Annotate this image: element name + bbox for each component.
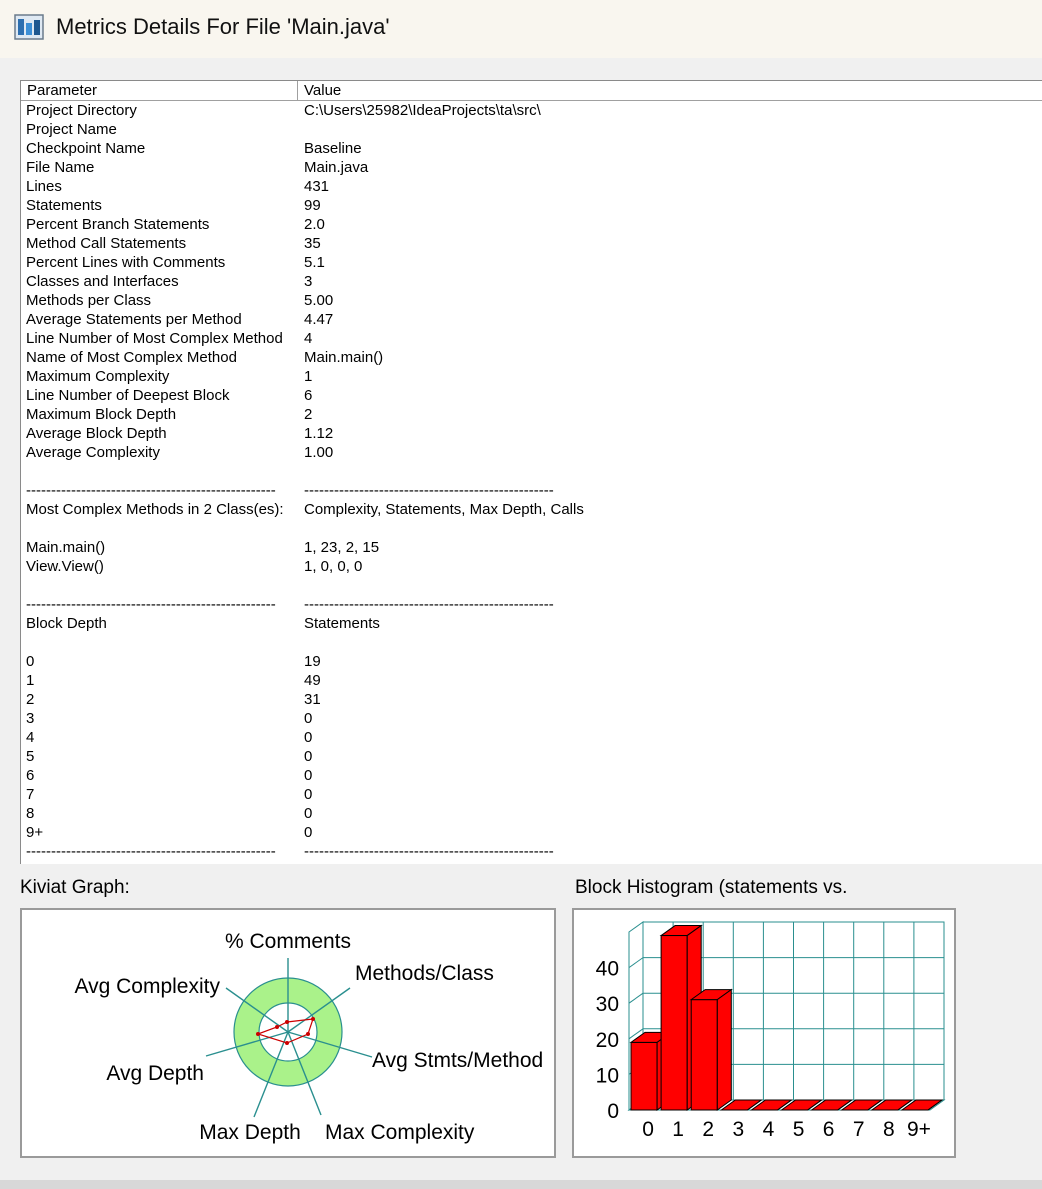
table-row[interactable] (21, 443, 1042, 462)
parameter-cell: Classes and Interfaces (26, 273, 179, 290)
parameter-cell: Project Name (26, 121, 117, 138)
parameter-cell: 0 (26, 653, 35, 670)
kiviat-label: Kiviat Graph: (20, 877, 130, 898)
value-cell: -------------------------------------------------- (304, 843, 554, 860)
parameter-cell: -------------------------------------------------- (26, 482, 276, 499)
histogram-x-tick-label: 4 (762, 1118, 775, 1141)
parameter-cell: 3 (26, 710, 35, 727)
parameter-cell: 9+ (26, 824, 44, 841)
table-row[interactable] (21, 386, 1042, 405)
table-row[interactable] (21, 139, 1042, 158)
value-cell: 49 (304, 672, 321, 689)
kiviat-graph (22, 910, 554, 1156)
table-row[interactable] (21, 595, 1042, 614)
kiviat-value-point (275, 1025, 279, 1029)
table-row[interactable] (21, 310, 1042, 329)
table-row[interactable] (21, 177, 1042, 196)
value-cell: 0 (304, 786, 313, 803)
title-bar (0, 0, 1042, 59)
value-cell: 35 (304, 235, 321, 252)
block-histogram-panel (572, 908, 956, 1158)
table-row[interactable] (21, 253, 1042, 272)
kiviat-value-point (285, 1020, 289, 1024)
metrics-table[interactable] (20, 80, 1042, 864)
table-row[interactable] (21, 215, 1042, 234)
histogram-x-tick-label: 3 (732, 1118, 745, 1141)
parameter-cell: Line Number of Most Complex Method (26, 330, 283, 347)
parameter-cell: Method Call Statements (26, 235, 187, 252)
parameter-cell: Maximum Complexity (26, 368, 170, 385)
histogram-y-tick-label: 10 (595, 1064, 619, 1088)
table-row[interactable] (21, 823, 1042, 842)
histogram-x-tick-label: 2 (702, 1118, 715, 1141)
parameter-cell: Percent Lines with Comments (26, 254, 226, 271)
parameter-cell: 6 (26, 767, 35, 784)
kiviat-axis-label: Avg Stmts/Method (372, 1049, 544, 1072)
kiviat-axis-label: Methods/Class (355, 962, 494, 985)
table-row[interactable] (21, 576, 1042, 595)
column-header-value[interactable]: Value (304, 82, 342, 99)
parameter-cell: Statements (26, 197, 102, 214)
value-cell: C:\Users\25982\IdeaProjects\ta\src\ (304, 102, 541, 119)
histogram-y-tick-label: 20 (595, 1028, 619, 1052)
table-row[interactable] (21, 842, 1042, 861)
parameter-cell: Average Statements per Method (26, 311, 242, 328)
value-cell: 2.0 (304, 216, 325, 233)
table-row[interactable] (21, 500, 1042, 519)
histogram-bar (691, 990, 731, 1110)
table-row[interactable] (21, 804, 1042, 823)
table-row[interactable] (21, 671, 1042, 690)
kiviat-value-point (306, 1032, 310, 1036)
table-row[interactable] (21, 614, 1042, 633)
table-row[interactable] (21, 652, 1042, 671)
value-cell: 3 (304, 273, 313, 290)
table-row[interactable] (21, 690, 1042, 709)
value-cell: 0 (304, 824, 313, 841)
table-rows (21, 101, 1042, 861)
kiviat-axis-label: Max Complexity (325, 1121, 475, 1144)
table-row[interactable] (21, 633, 1042, 652)
table-row[interactable] (21, 424, 1042, 443)
value-cell: 5.00 (304, 292, 334, 309)
value-cell: 0 (304, 710, 313, 727)
histogram-x-tick-label: 6 (822, 1118, 835, 1141)
value-cell: 1.00 (304, 444, 334, 461)
parameter-cell: Block Depth (26, 615, 107, 632)
table-row[interactable] (21, 196, 1042, 215)
table-row[interactable] (21, 405, 1042, 424)
parameter-cell: 2 (26, 691, 35, 708)
histogram-x-tick-label: 9+ (906, 1118, 931, 1141)
parameter-cell: Methods per Class (26, 292, 152, 309)
value-cell: Main.java (304, 159, 369, 176)
table-row[interactable] (21, 538, 1042, 557)
histogram-x-tick-label: 8 (883, 1118, 895, 1141)
kiviat-graph-panel (20, 908, 556, 1158)
value-cell: 2 (304, 406, 313, 423)
parameter-cell: 4 (26, 729, 35, 746)
parameter-cell: Project Directory (26, 102, 137, 119)
block-histogram-chart (574, 910, 954, 1156)
value-cell: 19 (304, 653, 321, 670)
parameter-cell: File Name (26, 159, 95, 176)
histogram-bar-front (661, 936, 687, 1110)
table-row[interactable] (21, 709, 1042, 728)
histogram-y-tick-label: 30 (595, 993, 619, 1017)
column-header-parameter[interactable]: Parameter (21, 81, 298, 100)
parameter-cell: Line Number of Deepest Block (26, 387, 230, 404)
histogram-y-tick-label: 40 (595, 957, 619, 981)
histogram-x-tick-label: 5 (792, 1118, 805, 1141)
window-bottom-edge (0, 1180, 1042, 1189)
parameter-cell: Maximum Block Depth (26, 406, 177, 423)
table-row[interactable] (21, 291, 1042, 310)
value-cell: 4.47 (304, 311, 334, 328)
parameter-cell: -------------------------------------------------- (26, 843, 276, 860)
value-cell: 4 (304, 330, 313, 347)
value-cell: 5.1 (304, 254, 325, 271)
value-cell: -------------------------------------------------- (304, 482, 554, 499)
table-row[interactable] (21, 367, 1042, 386)
kiviat-axis-label: % Comments (224, 930, 352, 953)
parameter-cell: Lines (26, 178, 62, 195)
histogram-bar-front (631, 1042, 657, 1110)
value-cell: 431 (304, 178, 330, 195)
value-cell: Statements (304, 615, 380, 632)
parameter-cell: Checkpoint Name (26, 140, 146, 157)
table-row[interactable] (21, 234, 1042, 253)
table-header (21, 81, 1042, 101)
parameter-cell: -------------------------------------------------- (26, 596, 276, 613)
table-row[interactable] (21, 747, 1042, 766)
parameter-cell: Name of Most Complex Method (26, 349, 237, 366)
table-row[interactable] (21, 766, 1042, 785)
histogram-label: Block Histogram (statements vs. (575, 877, 848, 898)
value-cell: 1.12 (304, 425, 334, 442)
parameter-cell: Average Complexity (26, 444, 160, 461)
table-row[interactable] (21, 158, 1042, 177)
kiviat-value-point (256, 1032, 260, 1036)
parameter-cell: 8 (26, 805, 35, 822)
histogram-bar-front (691, 1000, 717, 1110)
value-cell: 31 (304, 691, 321, 708)
kiviat-axis-label: Avg Depth (106, 1062, 204, 1085)
parameter-cell: Most Complex Methods in 2 Class(es): (26, 501, 284, 518)
table-row[interactable] (21, 329, 1042, 348)
table-row[interactable] (21, 785, 1042, 804)
value-cell: 1, 23, 2, 15 (304, 539, 380, 556)
value-cell: 1 (304, 368, 313, 385)
kiviat-axis-label: Max Depth (199, 1121, 301, 1144)
table-row[interactable] (21, 519, 1042, 538)
table-row[interactable] (21, 101, 1042, 120)
table-row[interactable] (21, 348, 1042, 367)
window-title: Metrics Details For File 'Main.java' (56, 14, 390, 39)
value-cell: 0 (304, 748, 313, 765)
histogram-x-tick-label: 0 (642, 1118, 654, 1141)
table-row[interactable] (21, 557, 1042, 576)
value-cell: 0 (304, 767, 313, 784)
value-cell: 99 (304, 197, 321, 214)
value-cell: 6 (304, 387, 313, 404)
value-cell: 0 (304, 805, 313, 822)
kiviat-axis-label: Avg Complexity (74, 975, 220, 998)
parameter-cell: Main.main() (26, 539, 106, 556)
parameter-cell: Percent Branch Statements (26, 216, 210, 233)
value-cell: Complexity, Statements, Max Depth, Calls (304, 501, 584, 518)
table-row[interactable] (21, 481, 1042, 500)
kiviat-value-point (311, 1017, 315, 1021)
histogram-y-tick-label: 0 (607, 1100, 619, 1123)
histogram-x-tick-label: 7 (852, 1118, 865, 1141)
parameter-cell: View.View() (26, 558, 104, 575)
histogram-x-tick-label: 1 (672, 1118, 684, 1141)
histogram-bar-side (717, 990, 731, 1110)
value-cell: 1, 0, 0, 0 (304, 558, 363, 575)
table-row[interactable] (21, 728, 1042, 747)
value-cell: Baseline (304, 140, 362, 157)
parameter-cell: 5 (26, 748, 35, 765)
table-row[interactable] (21, 462, 1042, 481)
kiviat-value-point (285, 1041, 289, 1045)
table-row[interactable] (21, 120, 1042, 139)
value-cell: 0 (304, 729, 313, 746)
parameter-cell: 1 (26, 672, 35, 689)
parameter-cell: 7 (26, 786, 35, 803)
value-cell: Main.main() (304, 349, 384, 366)
parameter-cell: Average Block Depth (26, 425, 167, 442)
table-row[interactable] (21, 272, 1042, 291)
app-window-icon (14, 14, 44, 40)
value-cell: -------------------------------------------------- (304, 596, 554, 613)
